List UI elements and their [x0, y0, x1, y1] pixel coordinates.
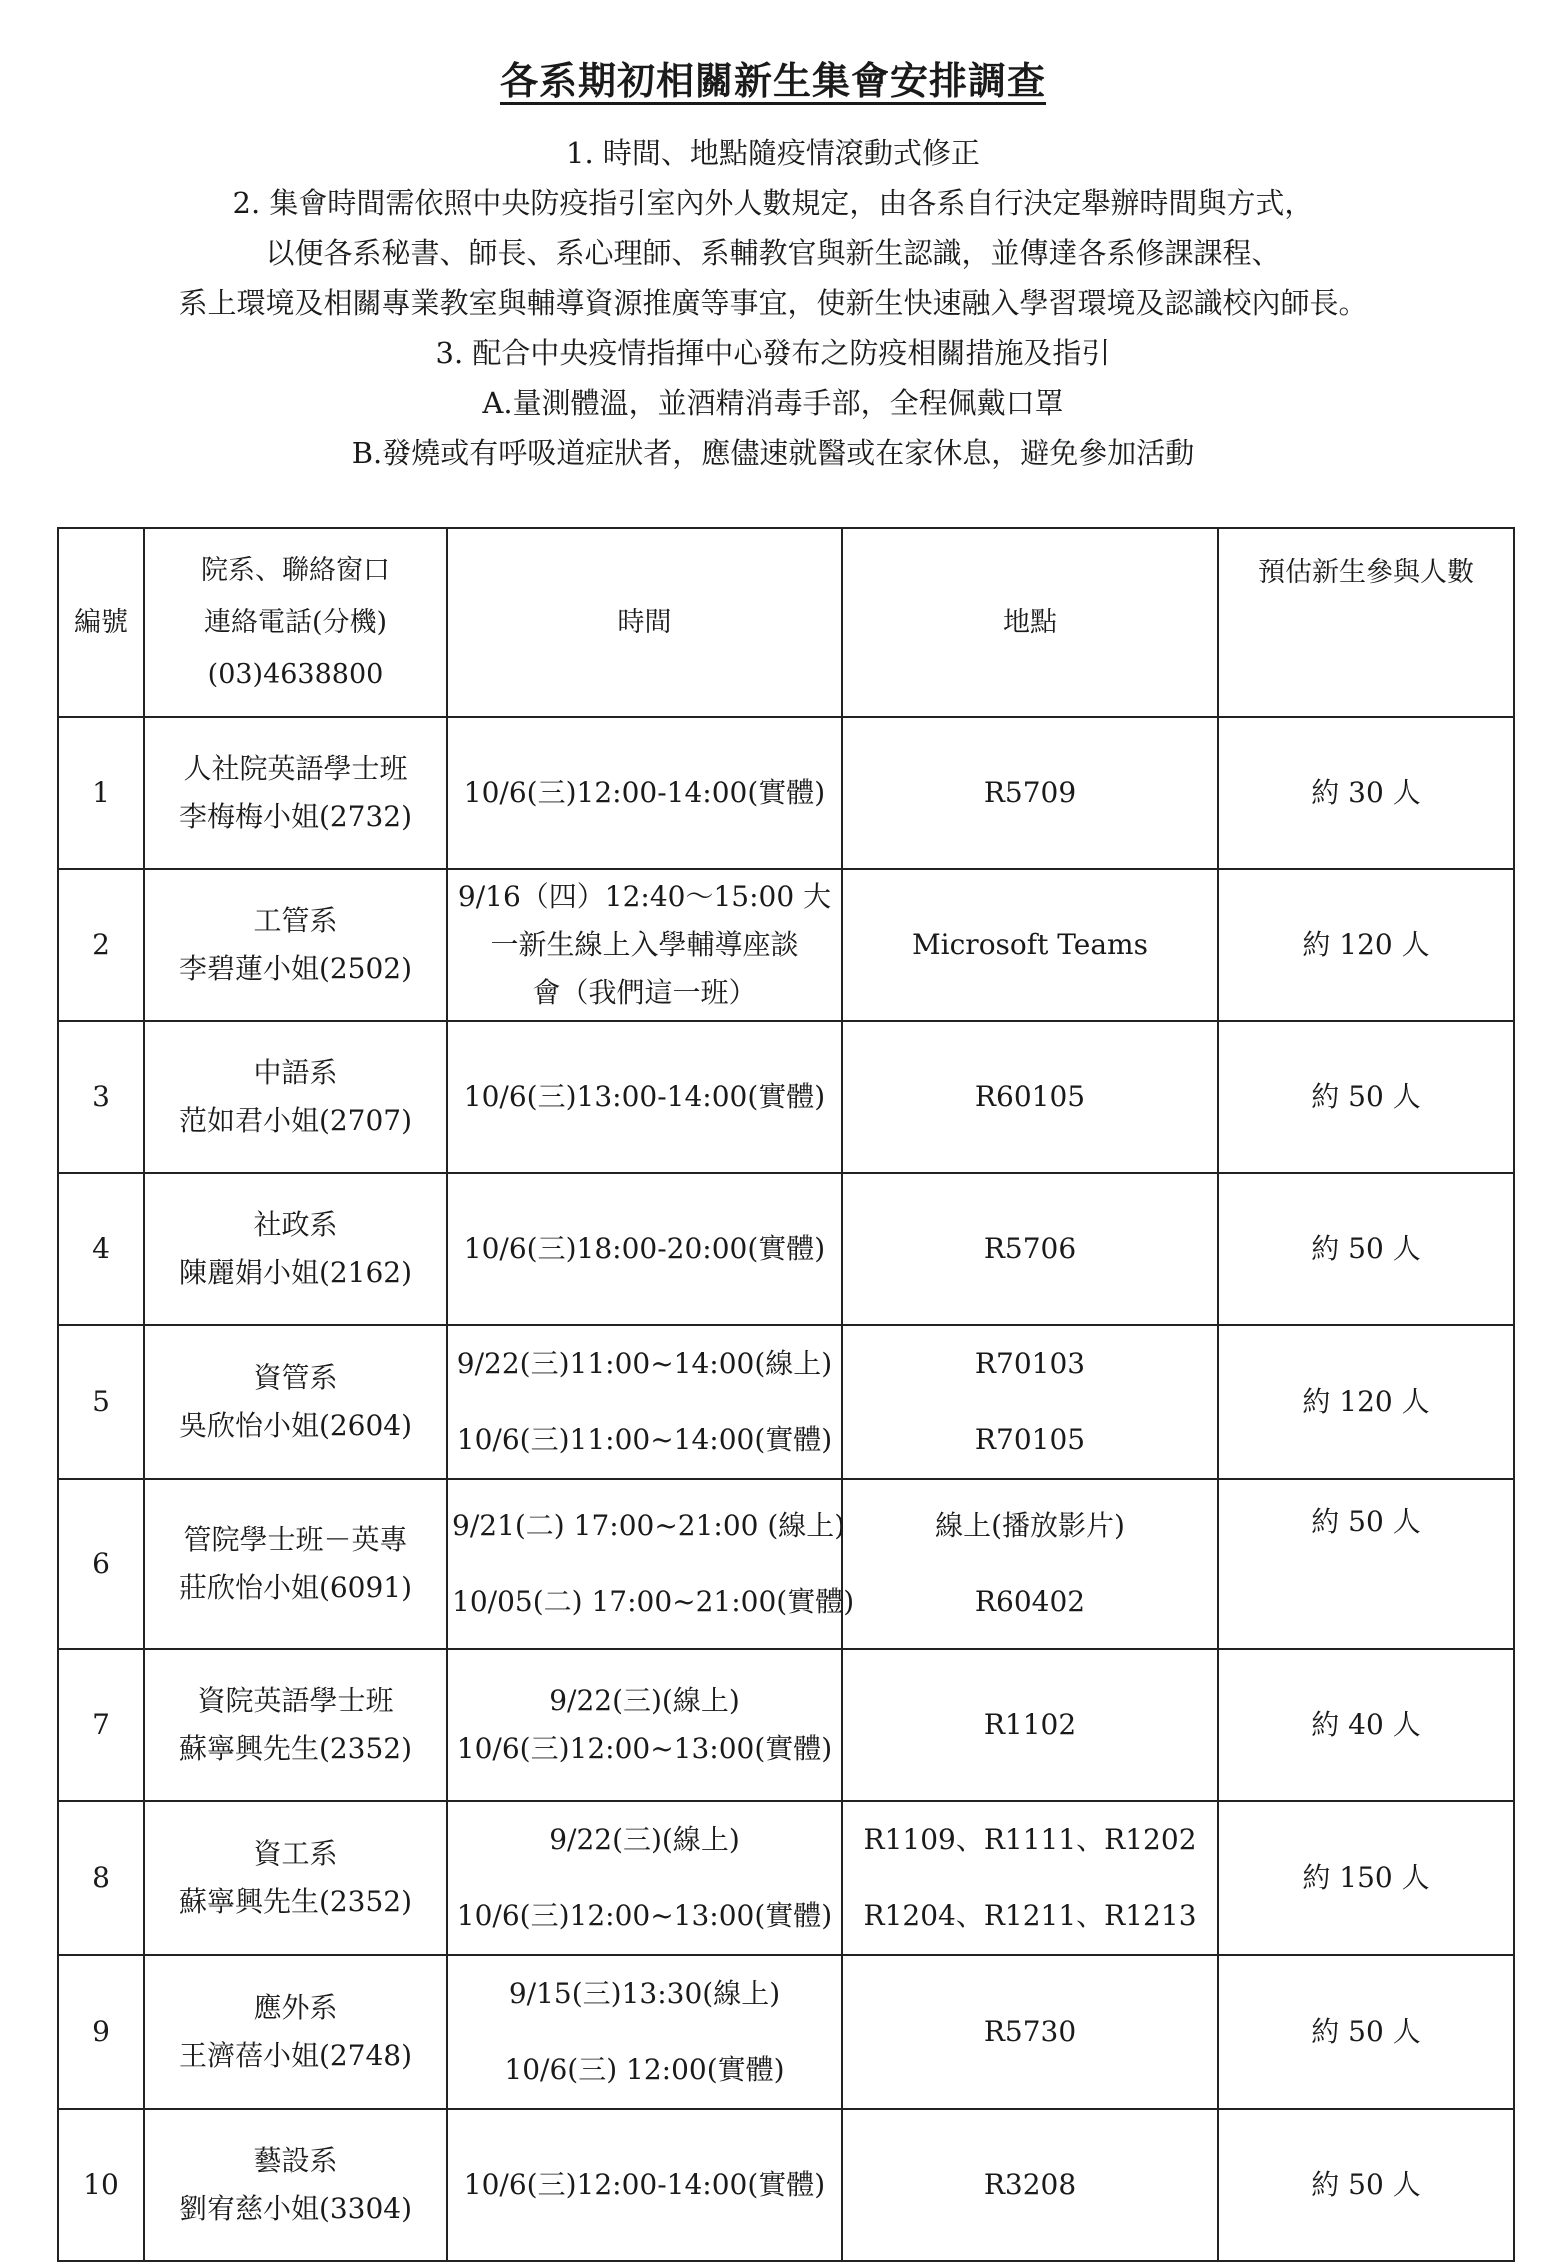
place-cell — [842, 1325, 1218, 1479]
contact-name: 范如君小姐(2707) — [178, 1104, 413, 1137]
contact-name: 李梅梅小姐(2732) — [178, 800, 413, 833]
schedule-table — [57, 527, 1515, 2262]
document-title: 各系期初相關新生集會安排調查 — [499, 58, 1046, 103]
note-line: 1. 時間、地點隨疫情滾動式修正 — [566, 136, 980, 170]
row-number: 6 — [58, 1479, 144, 1649]
time-line: 10/6(三)12:00-14:00(實體) — [463, 776, 826, 809]
time-cell — [447, 1173, 842, 1325]
table-row — [58, 2109, 1514, 2261]
row-number: 5 — [58, 1325, 144, 1479]
dept-name: 應外系 — [253, 1991, 338, 2024]
time-cell — [447, 869, 842, 1021]
dept-contact-cell — [144, 1801, 447, 1955]
header-dept-line: (03)4638800 — [207, 658, 384, 690]
count-cell: 約 120 人 — [1218, 869, 1514, 1021]
place-line: R1109、R1111、R1202 — [863, 1823, 1197, 1856]
dept-contact-cell — [144, 869, 447, 1021]
header-dept — [144, 528, 447, 717]
place-cell — [842, 1649, 1218, 1801]
dept-name: 人社院英語學士班 — [183, 752, 408, 785]
note-line: B.發燒或有呼吸道症狀者，應儘速就醫或在家休息，避免參加活動 — [351, 436, 1195, 470]
contact-name: 吳欣怡小姐(2604) — [178, 1409, 413, 1442]
row-number: 8 — [58, 1801, 144, 1955]
contact-name: 莊欣怡小姐(6091) — [178, 1571, 413, 1604]
time-line: 9/22(三)(線上) — [549, 1684, 740, 1717]
time-cell — [447, 1649, 842, 1801]
dept-contact-cell — [144, 1325, 447, 1479]
dept-name: 工管系 — [253, 904, 338, 937]
count-cell: 約 50 人 — [1218, 1955, 1514, 2109]
dept-contact-cell — [144, 717, 447, 869]
dept-contact-cell — [144, 2109, 447, 2261]
place-line: R5706 — [983, 1232, 1077, 1265]
time-cell — [447, 1955, 842, 2109]
contact-name: 陳麗娟小姐(2162) — [178, 1256, 413, 1289]
table-row — [58, 1479, 1514, 1649]
count-cell: 約 50 人 — [1218, 1173, 1514, 1325]
time-line: 10/6(三)12:00~13:00(實體) — [456, 1899, 833, 1932]
place-line: R60105 — [974, 1080, 1086, 1113]
count-cell: 約 50 人 — [1218, 2109, 1514, 2261]
dept-name: 資院英語學士班 — [197, 1684, 394, 1717]
header-no: 編號 — [58, 528, 144, 717]
place-line: R60402 — [974, 1585, 1086, 1618]
dept-contact-cell — [144, 1021, 447, 1173]
row-number: 3 — [58, 1021, 144, 1173]
count-cell: 約 40 人 — [1218, 1649, 1514, 1801]
dept-name: 藝設系 — [253, 2144, 338, 2177]
dept-name: 資管系 — [253, 1361, 338, 1394]
place-line: R1102 — [983, 1708, 1077, 1741]
time-line: 9/22(三)11:00~14:00(線上) — [456, 1347, 833, 1380]
time-cell — [447, 1021, 842, 1173]
time-line: 9/15(三)13:30(線上) — [508, 1977, 781, 2010]
count-cell: 約 150 人 — [1218, 1801, 1514, 1955]
dept-name: 管院學士班－英專 — [183, 1523, 408, 1556]
count-cell: 約 30 人 — [1218, 717, 1514, 869]
header-dept-line: 院系、聯絡窗口 — [201, 554, 390, 586]
place-line: R5730 — [983, 2015, 1077, 2048]
table-row — [58, 1325, 1514, 1479]
dept-name: 中語系 — [253, 1056, 338, 1089]
time-line: 10/6(三)11:00~14:00(實體) — [456, 1423, 833, 1456]
header-time: 時間 — [447, 528, 842, 717]
time-line: 會（我們這一班） — [532, 976, 757, 1009]
time-cell — [447, 1479, 855, 1649]
count-cell: 約 50 人 — [1218, 1479, 1514, 1649]
dept-name: 社政系 — [253, 1208, 338, 1241]
time-line: 9/22(三)(線上) — [549, 1823, 740, 1856]
note-line: 3. 配合中央疫情指揮中心發布之防疫相關措施及指引 — [435, 336, 1111, 370]
dept-contact-cell — [144, 1173, 447, 1325]
place-cell — [842, 717, 1218, 869]
contact-name: 蘇寧興先生(2352) — [178, 1885, 413, 1918]
time-line: 9/16（四）12:40～15:00 大 — [457, 880, 832, 913]
time-line: 9/21(二) 17:00~21:00 (線上) — [452, 1509, 846, 1542]
time-line: 10/05(二) 17:00~21:00(實體) — [452, 1585, 855, 1618]
dept-contact-cell — [144, 1649, 447, 1801]
place-line: R1204、R1211、R1213 — [863, 1899, 1197, 1932]
table-row — [58, 1801, 1514, 1955]
place-line: Microsoft Teams — [912, 928, 1148, 961]
contact-name: 李碧蓮小姐(2502) — [178, 952, 413, 985]
place-cell — [842, 1173, 1218, 1325]
time-line: 10/6(三) 12:00(實體) — [504, 2053, 785, 2086]
row-number: 4 — [58, 1173, 144, 1325]
table-header-row — [58, 528, 1514, 717]
dept-contact-cell — [144, 1955, 447, 2109]
row-number: 1 — [58, 717, 144, 869]
table-row — [58, 1173, 1514, 1325]
note-line: A.量測體溫，並酒精消毒手部，全程佩戴口罩 — [482, 386, 1064, 420]
row-number: 10 — [58, 2109, 144, 2261]
place-cell — [842, 1021, 1218, 1173]
notes-block — [0, 128, 1546, 478]
count-cell: 約 50 人 — [1218, 1021, 1514, 1173]
count-cell: 約 120 人 — [1218, 1325, 1514, 1479]
table-row — [58, 1649, 1514, 1801]
table-row — [58, 717, 1514, 869]
dept-contact-cell — [144, 1479, 447, 1649]
note-line: 系上環境及相關專業教室與輔導資源推廣等事宜，使新生快速融入學習環境及認識校內師長。 — [178, 286, 1368, 320]
note-line: 以便各系秘書、師長、系心理師、系輔教官與新生認識，並傳達各系修課課程、 — [265, 236, 1281, 270]
note-line: 2. 集會時間需依照中央防疫指引室內外人數規定，由各系自行決定舉辦時間與方式， — [232, 186, 1314, 220]
place-cell — [842, 1955, 1218, 2109]
table-row — [58, 1021, 1514, 1173]
place-cell — [842, 2109, 1218, 2261]
contact-name: 王濟蓓小姐(2748) — [178, 2039, 413, 2072]
header-place: 地點 — [842, 528, 1218, 717]
header-dept-line: 連絡電話(分機) — [203, 606, 388, 638]
time-cell — [447, 717, 842, 869]
row-number: 2 — [58, 869, 144, 1021]
time-cell — [447, 1325, 842, 1479]
table-body — [58, 717, 1514, 2261]
row-number: 7 — [58, 1649, 144, 1801]
place-line: R5709 — [983, 776, 1077, 809]
contact-name: 劉宥慈小姐(3304) — [178, 2192, 413, 2225]
contact-name: 蘇寧興先生(2352) — [178, 1732, 413, 1765]
place-line: R70105 — [974, 1423, 1086, 1456]
time-cell — [447, 1801, 842, 1955]
table-row — [58, 1955, 1514, 2109]
time-line: 10/6(三)13:00-14:00(實體) — [463, 1080, 826, 1113]
place-cell — [842, 1801, 1218, 1955]
row-number: 9 — [58, 1955, 144, 2109]
place-cell — [842, 1479, 1218, 1649]
header-count: 預估新生參與人數 — [1218, 528, 1514, 717]
table-row — [58, 869, 1514, 1021]
time-line: 一新生線上入學輔導座談 — [490, 928, 799, 961]
dept-name: 資工系 — [253, 1837, 338, 1870]
time-cell — [447, 2109, 842, 2261]
place-cell — [842, 869, 1218, 1021]
place-line: 線上(播放影片) — [935, 1509, 1125, 1542]
time-line: 10/6(三)12:00~13:00(實體) — [456, 1732, 833, 1765]
time-line: 10/6(三)18:00-20:00(實體) — [463, 1232, 826, 1265]
place-line: R70103 — [974, 1347, 1086, 1380]
place-line: R3208 — [983, 2168, 1077, 2201]
time-line: 10/6(三)12:00-14:00(實體) — [463, 2168, 826, 2201]
